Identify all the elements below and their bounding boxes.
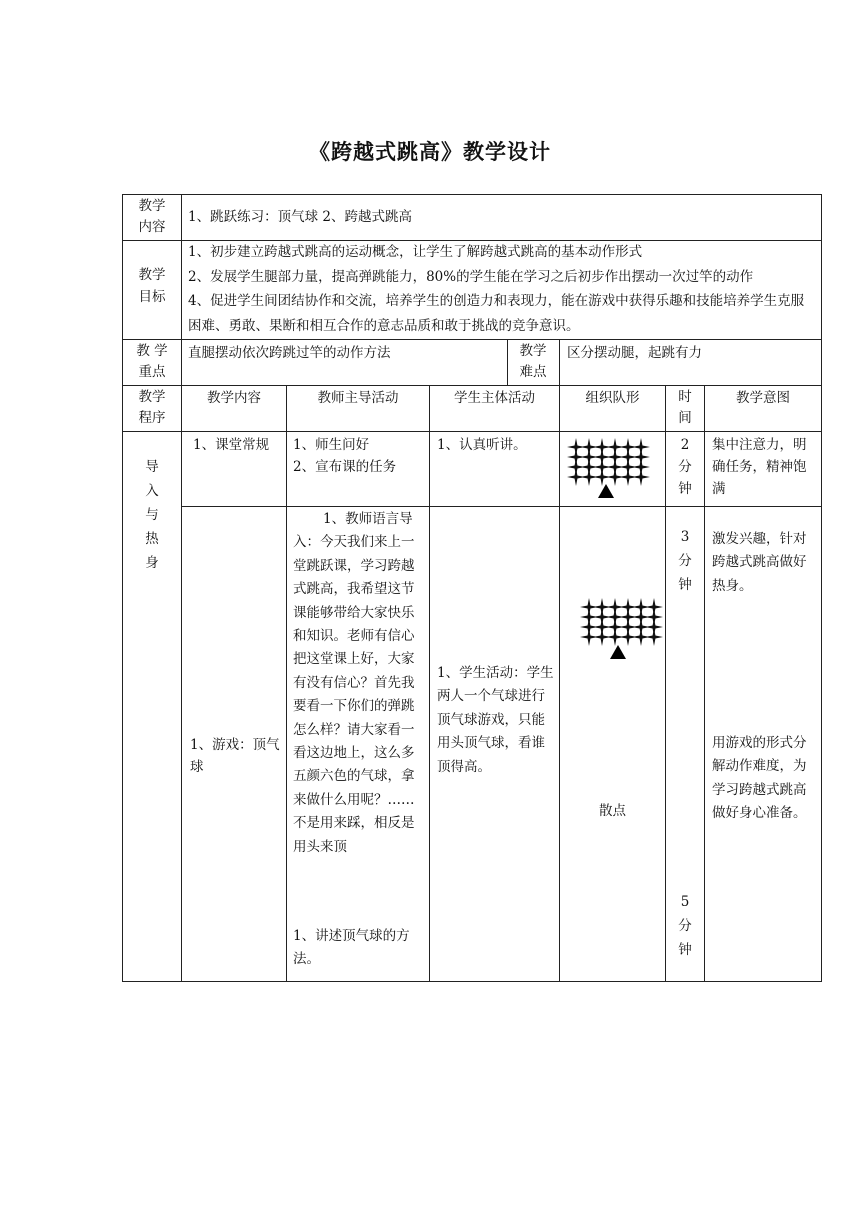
header-teacher: 教师主导活动 bbox=[317, 390, 399, 406]
row1-teacher-item: 1、师生问好 bbox=[293, 437, 370, 453]
goal-item: 4、促进学生间团结协作和交流，培养学生的创造力和表现力，能在游戏中获得乐趣和技能培养学生克服困难、勇敢、果断和相互合作的意志品质和敢于挑战的竞争意识。 bbox=[188, 293, 805, 334]
row1-intent: 集中注意力，明确任务，精神饱满 bbox=[712, 437, 807, 497]
header-time: 时间 bbox=[678, 389, 692, 426]
row2-formation-text: 散点 bbox=[599, 803, 626, 819]
teacher-triangle-icon bbox=[598, 484, 614, 498]
row2-content: 1、游戏：顶气球 bbox=[190, 737, 280, 775]
focus-label: 教 学 重点 bbox=[136, 343, 168, 380]
difficulty-label: 教学 难点 bbox=[519, 343, 547, 380]
row1-teacher-item: 2、宣布课的任务 bbox=[293, 459, 397, 475]
row2-intent-a: 激发兴趣，针对跨越式跳高做好热身。 bbox=[712, 531, 807, 594]
goal-item: 1、初步建立跨越式跳高的运动概念，让学生了解跨越式跳高的基本动作形式 bbox=[188, 244, 643, 260]
focus-value: 直腿摆动依次跨跳过竿的动作方法 bbox=[188, 345, 391, 361]
row2-teacher: 1、教师语言导入：今天我们来上一堂跳跃课，学习跨越式跳高，我希望这节课能够带给大家快乐和知识。老师有信心把这堂课上好，大家有没有信心？首先我要看一下你们的弹跳怎么样？请大家看一看这边地上，这么多五颜六色的气球，拿来做什么用呢？……不是用来踩，相反是用头来顶 bbox=[293, 511, 415, 855]
formation-diagram-grid bbox=[580, 598, 670, 643]
section-label: 导入与热身 bbox=[145, 459, 159, 571]
header-formation: 组织队形 bbox=[585, 390, 640, 406]
student-star-icon bbox=[645, 628, 663, 646]
row2-teacher-method: 1、讲述顶气球的方法。 bbox=[293, 928, 410, 968]
row1-content: 1、课堂常规 bbox=[193, 437, 270, 453]
goal-item: 2、发展学生腿部力量，提高弹跳能力，80%的学生能在学习之后初步作出摆动一次过竿的动作 bbox=[188, 268, 754, 285]
content-label: 教学内容 bbox=[138, 198, 166, 235]
row1-student: 1、认真听讲。 bbox=[437, 437, 527, 453]
difficulty-value: 区分摆动腿，起跳有力 bbox=[567, 345, 702, 361]
row2-student: 1、学生活动：学生两人一个气球进行顶气球游戏，只能用头顶气球，看谁顶得高。 bbox=[437, 665, 554, 775]
row1-teacher bbox=[293, 434, 427, 478]
content-value: 1、跳跃练习：顶气球 2、跨越式跳高 bbox=[188, 209, 412, 225]
header-student: 学生主体活动 bbox=[454, 390, 535, 406]
row2-time-a: 3 分 钟 bbox=[678, 529, 692, 593]
row2-time-b: 5 分 钟 bbox=[678, 894, 692, 958]
student-star-icon bbox=[632, 468, 650, 486]
row1-time: 2 分 钟 bbox=[678, 437, 692, 497]
header-intent: 教学意图 bbox=[736, 390, 790, 406]
goals-label: 教学目标 bbox=[138, 267, 166, 305]
teacher-triangle-icon bbox=[610, 645, 626, 659]
row2-intent-b: 用游戏的形式分解动作难度，为学习跨越式跳高做好身心准备。 bbox=[712, 735, 807, 822]
header-program: 教学程序 bbox=[138, 389, 166, 426]
goals-list bbox=[188, 240, 816, 338]
document-title: 《跨越式跳高》教学设计 bbox=[309, 140, 551, 164]
header-content: 教学内容 bbox=[207, 390, 261, 406]
